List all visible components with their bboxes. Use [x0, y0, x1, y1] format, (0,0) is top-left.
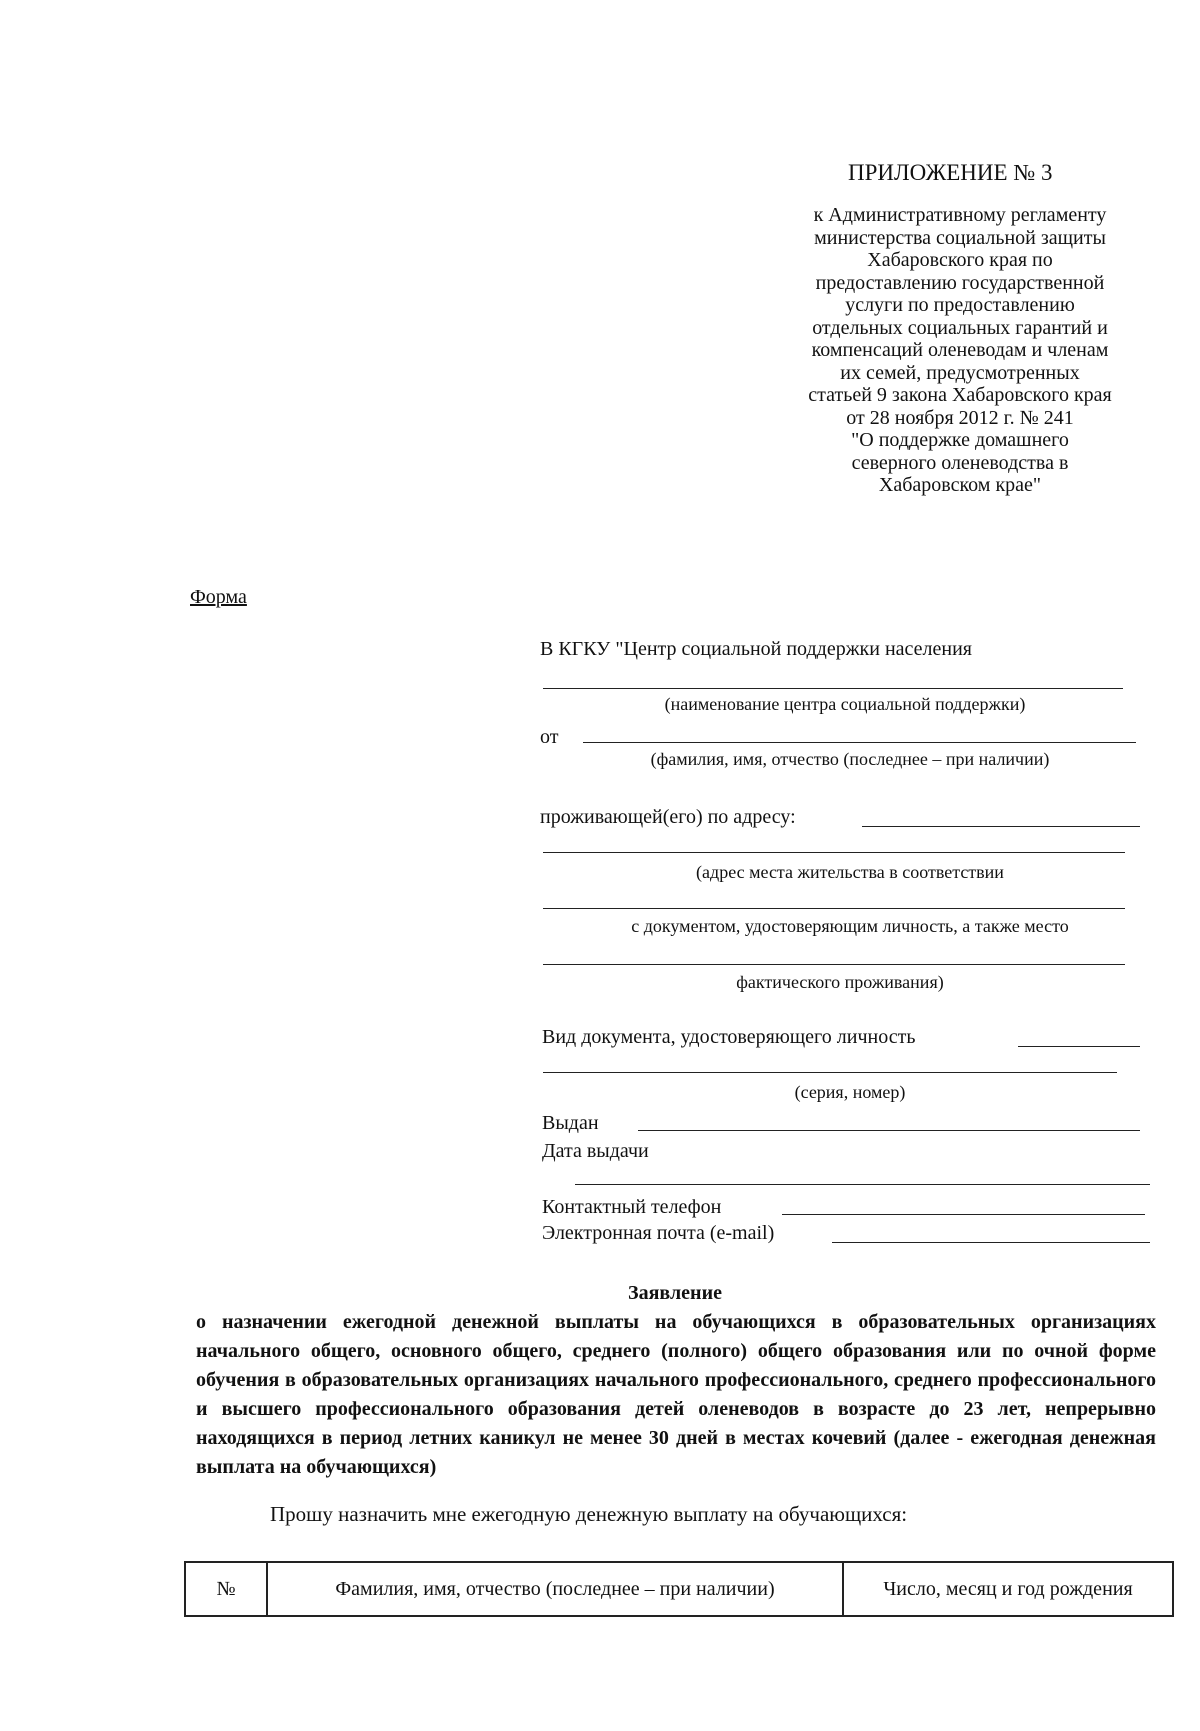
table-header-row	[185, 1562, 1173, 1616]
issued-field[interactable]	[638, 1130, 1140, 1131]
phone-label: Контактный телефон	[542, 1196, 722, 1218]
appendix-line: отдельных социальных гарантий и	[812, 316, 1108, 339]
appendix-line: предоставлению государственной	[815, 271, 1105, 294]
address-caption-3: фактического проживания)	[736, 972, 944, 992]
appendix-line: компенсаций оленеводам и членам	[811, 339, 1109, 361]
address-field-3[interactable]	[543, 908, 1125, 909]
appendix-line: министерства социальной защиты	[814, 226, 1106, 249]
email-label: Электронная почта (e-mail)	[542, 1222, 775, 1244]
issued-label: Выдан	[542, 1112, 599, 1134]
address-caption-1: (адрес места жительства в соответствии	[696, 862, 1004, 882]
doc-type-label: Вид документа, удостоверяющего личность	[542, 1026, 916, 1048]
appendix-line: статьей 9 закона Хабаровского края	[808, 384, 1112, 406]
table-header-birthdate: Число, месяц и год рождения	[843, 1562, 1173, 1616]
appendix-line: услуги по предоставлению	[845, 294, 1075, 316]
center-name-caption: (наименование центра социальной поддержки)	[664, 694, 1026, 714]
appendix-line: к Административному регламенту	[813, 204, 1107, 226]
appendix-line: Хабаровского края по	[867, 249, 1053, 271]
statement-body: о назначении ежегодной денежной выплаты на обучающихся в образовательных организациях начального общего, основного общего, среднего (полного) общего образования или по очной форме обучения в образовательных организациях начального профессионального, среднего профессионального и высшего профессионального образования детей оленеводов в возрасте до 23 лет, непрерывно находящихся в период летних каникул не менее 30 дней в местах кочевий (далее - ежегодная денежная выплата на обучающихся)	[196, 1311, 1156, 1478]
appendix-line: от 28 ноября 2012 г. № 241	[846, 406, 1074, 429]
address-caption-2: с документом, удостоверяющим личность, а также место	[631, 916, 1069, 936]
center-name-field[interactable]	[543, 688, 1123, 689]
appendix-title: ПРИЛОЖЕНИЕ № 3	[848, 160, 1053, 185]
doc-number-caption: (серия, номер)	[794, 1082, 906, 1102]
address-field-1[interactable]	[862, 826, 1140, 827]
doc-number-field[interactable]	[543, 1072, 1117, 1073]
email-field[interactable]	[832, 1242, 1150, 1243]
address-field-4[interactable]	[543, 964, 1125, 965]
appendix-subtitle	[760, 204, 1160, 497]
from-label: от	[540, 726, 559, 748]
issue-date-label: Дата выдачи	[542, 1140, 649, 1162]
appendix-line: северного оленеводства в	[851, 451, 1069, 474]
address-label: проживающей(его) по адресу:	[540, 806, 796, 828]
appendix-line: "О поддержке домашнего	[851, 429, 1069, 451]
phone-field[interactable]	[782, 1214, 1145, 1215]
children-table	[184, 1561, 1174, 1617]
doc-type-field[interactable]	[1018, 1046, 1140, 1047]
appendix-line: Хабаровском крае"	[878, 474, 1042, 496]
issue-date-field[interactable]	[575, 1184, 1150, 1185]
request-text: Прошу назначить мне ежегодную денежную выплату на обучающихся:	[270, 1502, 908, 1526]
appendix-line: их семей, предусмотренных	[840, 361, 1080, 384]
statement-title: Заявление	[628, 1282, 722, 1304]
form-label: Форма	[190, 586, 247, 608]
table-header-number: №	[185, 1562, 267, 1616]
applicant-name-caption: (фамилия, имя, отчество (последнее – при наличии)	[650, 749, 1050, 769]
applicant-name-field[interactable]	[583, 742, 1136, 743]
addressee-line: В КГКУ "Центр социальной поддержки населения	[540, 638, 972, 660]
address-field-2[interactable]	[543, 852, 1125, 853]
table-header-name: Фамилия, имя, отчество (последнее – при наличии)	[267, 1562, 843, 1616]
